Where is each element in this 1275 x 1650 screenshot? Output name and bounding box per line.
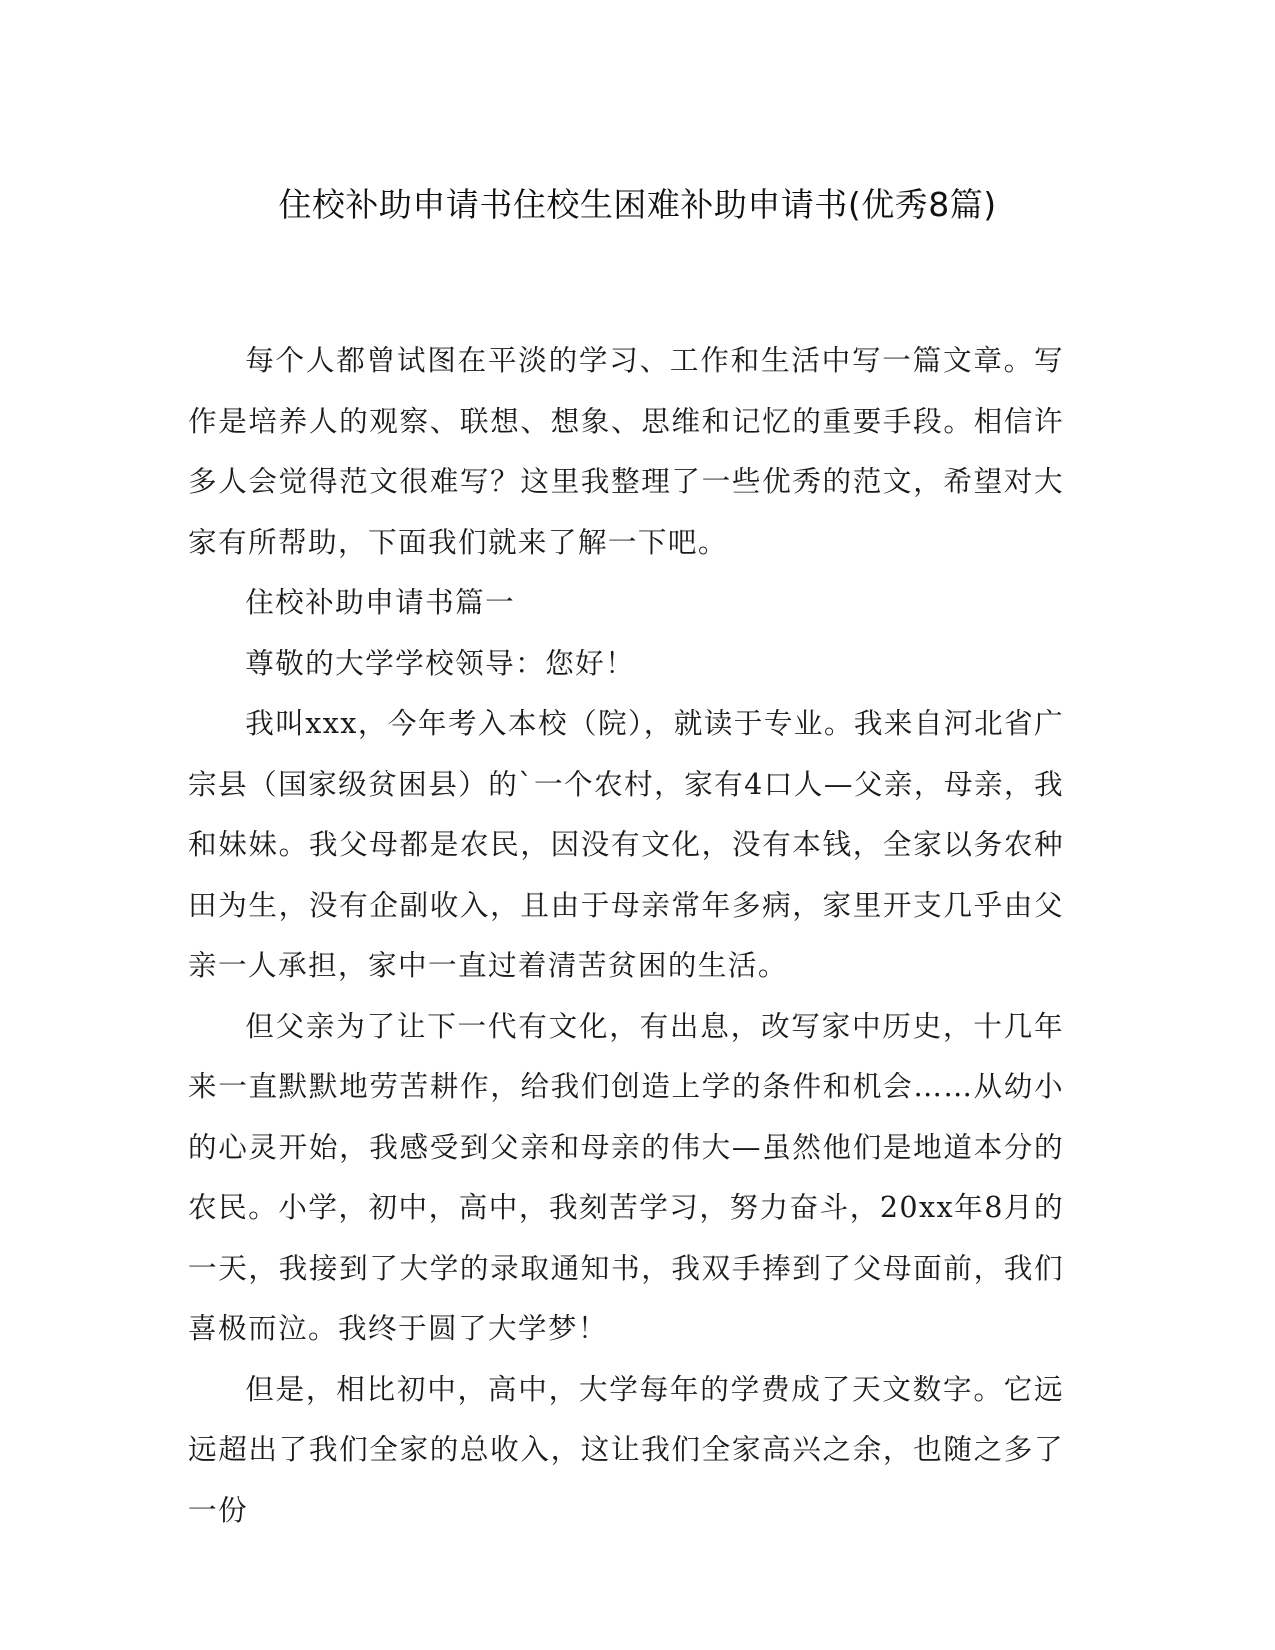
section-heading: 住校补助申请书篇一 — [245, 585, 516, 619]
intro-paragraph: 每个人都曾试图在平淡的学习、工作和生活中写一篇文章。写作是培养人的观察、联想、想象、思维和记忆的重要手段。相信许多人会觉得范文很难写？这里我整理了一些优秀的范文，希望对大家有所帮助，下面我们就来了解一下吧。 — [188, 343, 1064, 559]
body-paragraph: 但父亲为了让下一代有文化，有出息，改写家中历史，十几年来一直默默地劳苦耕作，给我们创造上学的条件和机会……从幼小的心灵开始，我感受到父亲和母亲的伟大—虽然他们是地道本分的农民。小学，初中，高中，我刻苦学习，努力奋斗，20xx年8月的一天，我接到了大学的录取通知书，我双手捧到了父母面前，我们喜极而泣。我终于圆了大学梦！ — [188, 1008, 1064, 1345]
body-paragraph: 但是，相比初中，高中，大学每年的学费成了天文数字。它远远超出了我们全家的总收入，这让我们全家高兴之余，也随之多了一份 — [188, 1371, 1064, 1527]
document-title: 住校补助申请书住校生困难补助申请书(优秀8篇) — [278, 185, 997, 224]
salutation: 尊敬的大学学校领导：您好！ — [245, 645, 636, 680]
body-paragraph: 我叫xxx，今年考入本校（院），就读于专业。我来自河北省广宗县（国家级贫困县）的`一个农村，家有4口人—父亲，母亲，我和妹妹。我父母都是农民，因没有文化，没有本钱，全家以务农种田为生，没有企副收入，且由于母亲常年多病，家里开支几乎由父亲一人承担，家中一直过着清苦贫困的生活。 — [188, 706, 1064, 982]
document-body — [188, 330, 1064, 1540]
